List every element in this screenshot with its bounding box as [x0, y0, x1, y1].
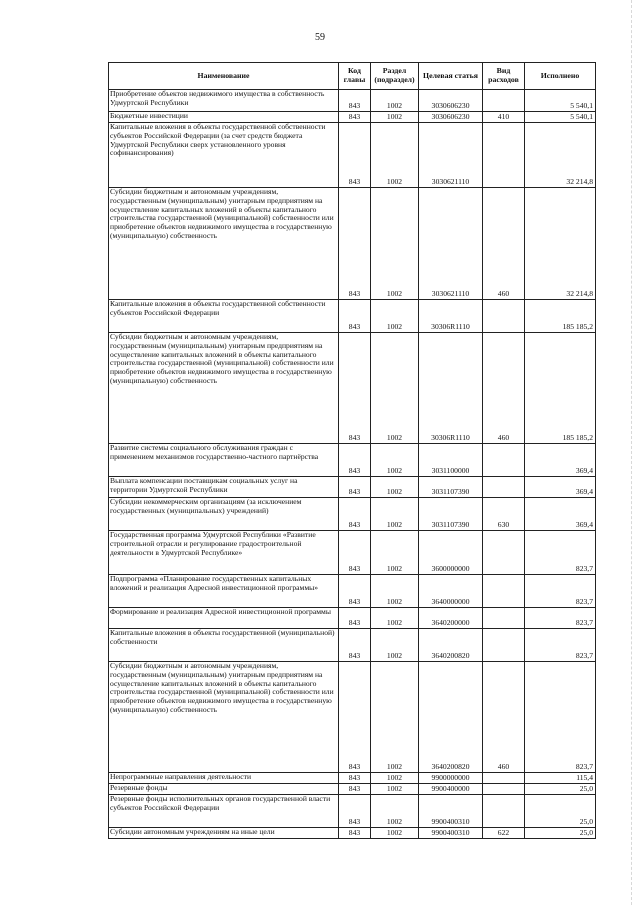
cell-name: Подпрограмма «Планирование государственных капитальных вложений и реализация Адресной инвестиционной программы» — [109, 575, 339, 608]
cell-code: 843 — [339, 575, 371, 608]
table-body — [109, 90, 596, 839]
cell-name: Резервные фонды исполнительных органов государственной власти субъектов Российской Федерации — [109, 795, 339, 828]
table-row — [109, 498, 596, 531]
cell-section: 1002 — [371, 444, 419, 477]
cell-code: 843 — [339, 828, 371, 839]
cell-type — [483, 531, 525, 575]
cell-code: 843 — [339, 112, 371, 123]
cell-section: 1002 — [371, 498, 419, 531]
cell-section: 1002 — [371, 773, 419, 784]
cell-type: 460 — [483, 188, 525, 300]
cell-code: 843 — [339, 531, 371, 575]
cell-name: Приобретение объектов недвижимого имущества в собственность Удмуртской Республики — [109, 90, 339, 112]
cell-executed: 25,0 — [525, 828, 596, 839]
cell-type — [483, 795, 525, 828]
cell-code: 843 — [339, 498, 371, 531]
cell-name: Непрограммные направления деятельности — [109, 773, 339, 784]
cell-executed: 32 214,8 — [525, 188, 596, 300]
cell-type — [483, 629, 525, 662]
cell-type: 460 — [483, 333, 525, 444]
cell-name: Капитальные вложения в объекты государственной (муниципальной) собственности — [109, 629, 339, 662]
table-row — [109, 444, 596, 477]
cell-code: 843 — [339, 333, 371, 444]
table-row — [109, 188, 596, 300]
cell-section: 1002 — [371, 629, 419, 662]
header-section: Раздел (подраздел) — [371, 63, 419, 90]
cell-target: 3030606230 — [419, 112, 483, 123]
cell-code: 843 — [339, 795, 371, 828]
cell-type: 410 — [483, 112, 525, 123]
cell-executed: 115,4 — [525, 773, 596, 784]
cell-code: 843 — [339, 662, 371, 773]
cell-executed: 823,7 — [525, 608, 596, 629]
cell-code: 843 — [339, 90, 371, 112]
cell-name: Формирование и реализация Адресной инвестиционной программы — [109, 608, 339, 629]
header-name: Наименование — [109, 63, 339, 90]
table-row — [109, 333, 596, 444]
cell-executed: 25,0 — [525, 795, 596, 828]
table-row — [109, 608, 596, 629]
cell-name: Субсидии некоммерческим организациям (за исключением государственных (муниципальных) учреждений) — [109, 498, 339, 531]
cell-section: 1002 — [371, 112, 419, 123]
table-row — [109, 629, 596, 662]
cell-type — [483, 575, 525, 608]
cell-executed: 369,4 — [525, 498, 596, 531]
cell-type — [483, 773, 525, 784]
cell-section: 1002 — [371, 828, 419, 839]
cell-section: 1002 — [371, 333, 419, 444]
cell-name: Бюджетные инвестиции — [109, 112, 339, 123]
cell-name: Субсидии бюджетным и автономным учреждениям, государственным (муниципальным) унитарным предприятиям на осуществление капитальных вложений в объекты капитального строительства государственной (муниципальной) собственности или приобретение объектов недвижимого имущества в государственную (муниципальную) собственность — [109, 333, 339, 444]
table-row — [109, 477, 596, 498]
header-target: Целевая статья — [419, 63, 483, 90]
cell-name: Субсидии автономным учреждениям на иные цели — [109, 828, 339, 839]
cell-section: 1002 — [371, 662, 419, 773]
cell-section: 1002 — [371, 188, 419, 300]
cell-code: 843 — [339, 629, 371, 662]
cell-executed: 25,0 — [525, 784, 596, 795]
cell-code: 843 — [339, 123, 371, 188]
header-code: Код главы — [339, 63, 371, 90]
table-header — [109, 63, 596, 90]
cell-section: 1002 — [371, 795, 419, 828]
cell-name: Государственная программа Удмуртской Республики «Развитие строительной отрасли и регулирование градостроительной деятельности в Удмуртской Республике» — [109, 531, 339, 575]
cell-code: 843 — [339, 784, 371, 795]
scan-edge — [630, 0, 632, 905]
cell-type — [483, 90, 525, 112]
cell-name: Субсидии бюджетным и автономным учреждениям, государственным (муниципальным) унитарным предприятиям на осуществление капитальных вложений в объекты капитального строительства государственной (муниципальной) собственности или приобретение объектов недвижимого имущества в государственную (муниципальную) собственность — [109, 662, 339, 773]
cell-executed: 823,7 — [525, 662, 596, 773]
cell-code: 843 — [339, 444, 371, 477]
table-row — [109, 784, 596, 795]
cell-section: 1002 — [371, 123, 419, 188]
cell-target: 3640200820 — [419, 662, 483, 773]
page-number: 59 — [315, 32, 325, 43]
table-row — [109, 575, 596, 608]
cell-target: 30306R1110 — [419, 300, 483, 333]
cell-name: Развитие системы социального обслуживания граждан с применением механизмов государственно-частного партнёрства — [109, 444, 339, 477]
cell-executed: 185 185,2 — [525, 333, 596, 444]
cell-type: 622 — [483, 828, 525, 839]
cell-executed: 823,7 — [525, 531, 596, 575]
cell-target: 3031100000 — [419, 444, 483, 477]
cell-name: Капитальные вложения в объекты государственной собственности субъектов Российской Федерации (за счет средств бюджета Удмуртской Республики сверх установленного уровня софинансирования) — [109, 123, 339, 188]
cell-section: 1002 — [371, 90, 419, 112]
cell-code: 843 — [339, 300, 371, 333]
cell-section: 1002 — [371, 477, 419, 498]
cell-target: 9900400310 — [419, 828, 483, 839]
cell-executed: 823,7 — [525, 629, 596, 662]
cell-executed: 32 214,8 — [525, 123, 596, 188]
cell-target: 3030621110 — [419, 123, 483, 188]
cell-executed: 369,4 — [525, 477, 596, 498]
table-row — [109, 828, 596, 839]
header-type: Вид расходов — [483, 63, 525, 90]
cell-executed: 823,7 — [525, 575, 596, 608]
cell-executed: 369,4 — [525, 444, 596, 477]
table-row — [109, 112, 596, 123]
cell-type — [483, 784, 525, 795]
cell-section: 1002 — [371, 300, 419, 333]
cell-target: 3640000000 — [419, 575, 483, 608]
cell-name: Капитальные вложения в объекты государственной собственности субъектов Российской Федерации — [109, 300, 339, 333]
cell-target: 30306R1110 — [419, 333, 483, 444]
cell-type — [483, 608, 525, 629]
cell-type: 630 — [483, 498, 525, 531]
budget-table — [108, 62, 596, 839]
table-row — [109, 662, 596, 773]
cell-type — [483, 123, 525, 188]
cell-target: 9900400000 — [419, 784, 483, 795]
cell-code: 843 — [339, 773, 371, 784]
cell-target: 3031107390 — [419, 498, 483, 531]
cell-section: 1002 — [371, 784, 419, 795]
table-row — [109, 531, 596, 575]
cell-type — [483, 477, 525, 498]
cell-target: 3640200000 — [419, 608, 483, 629]
cell-target: 3640200820 — [419, 629, 483, 662]
table-row — [109, 795, 596, 828]
cell-target: 9900400310 — [419, 795, 483, 828]
cell-target: 3030621110 — [419, 188, 483, 300]
table-row — [109, 90, 596, 112]
table-row — [109, 773, 596, 784]
cell-target: 3030606230 — [419, 90, 483, 112]
cell-code: 843 — [339, 188, 371, 300]
cell-code: 843 — [339, 477, 371, 498]
cell-code: 843 — [339, 608, 371, 629]
cell-name: Резервные фонды — [109, 784, 339, 795]
cell-target: 3031107390 — [419, 477, 483, 498]
header-executed: Исполнено — [525, 63, 596, 90]
cell-section: 1002 — [371, 608, 419, 629]
cell-target: 9900000000 — [419, 773, 483, 784]
cell-executed: 185 185,2 — [525, 300, 596, 333]
table-row — [109, 300, 596, 333]
cell-name: Субсидии бюджетным и автономным учреждениям, государственным (муниципальным) унитарным предприятиям на осуществление капитальных вложений в объекты капитального строительства государственной (муниципальной) собственности или приобретение объектов недвижимого имущества в государственную (муниципальную) собственность — [109, 188, 339, 300]
cell-executed: 5 540,1 — [525, 90, 596, 112]
cell-section: 1002 — [371, 575, 419, 608]
cell-section: 1002 — [371, 531, 419, 575]
table-row — [109, 123, 596, 188]
cell-name: Выплата компенсации поставщикам социальных услуг на территории Удмуртской Республики — [109, 477, 339, 498]
cell-type — [483, 300, 525, 333]
cell-type: 460 — [483, 662, 525, 773]
cell-executed: 5 540,1 — [525, 112, 596, 123]
cell-type — [483, 444, 525, 477]
cell-target: 3600000000 — [419, 531, 483, 575]
